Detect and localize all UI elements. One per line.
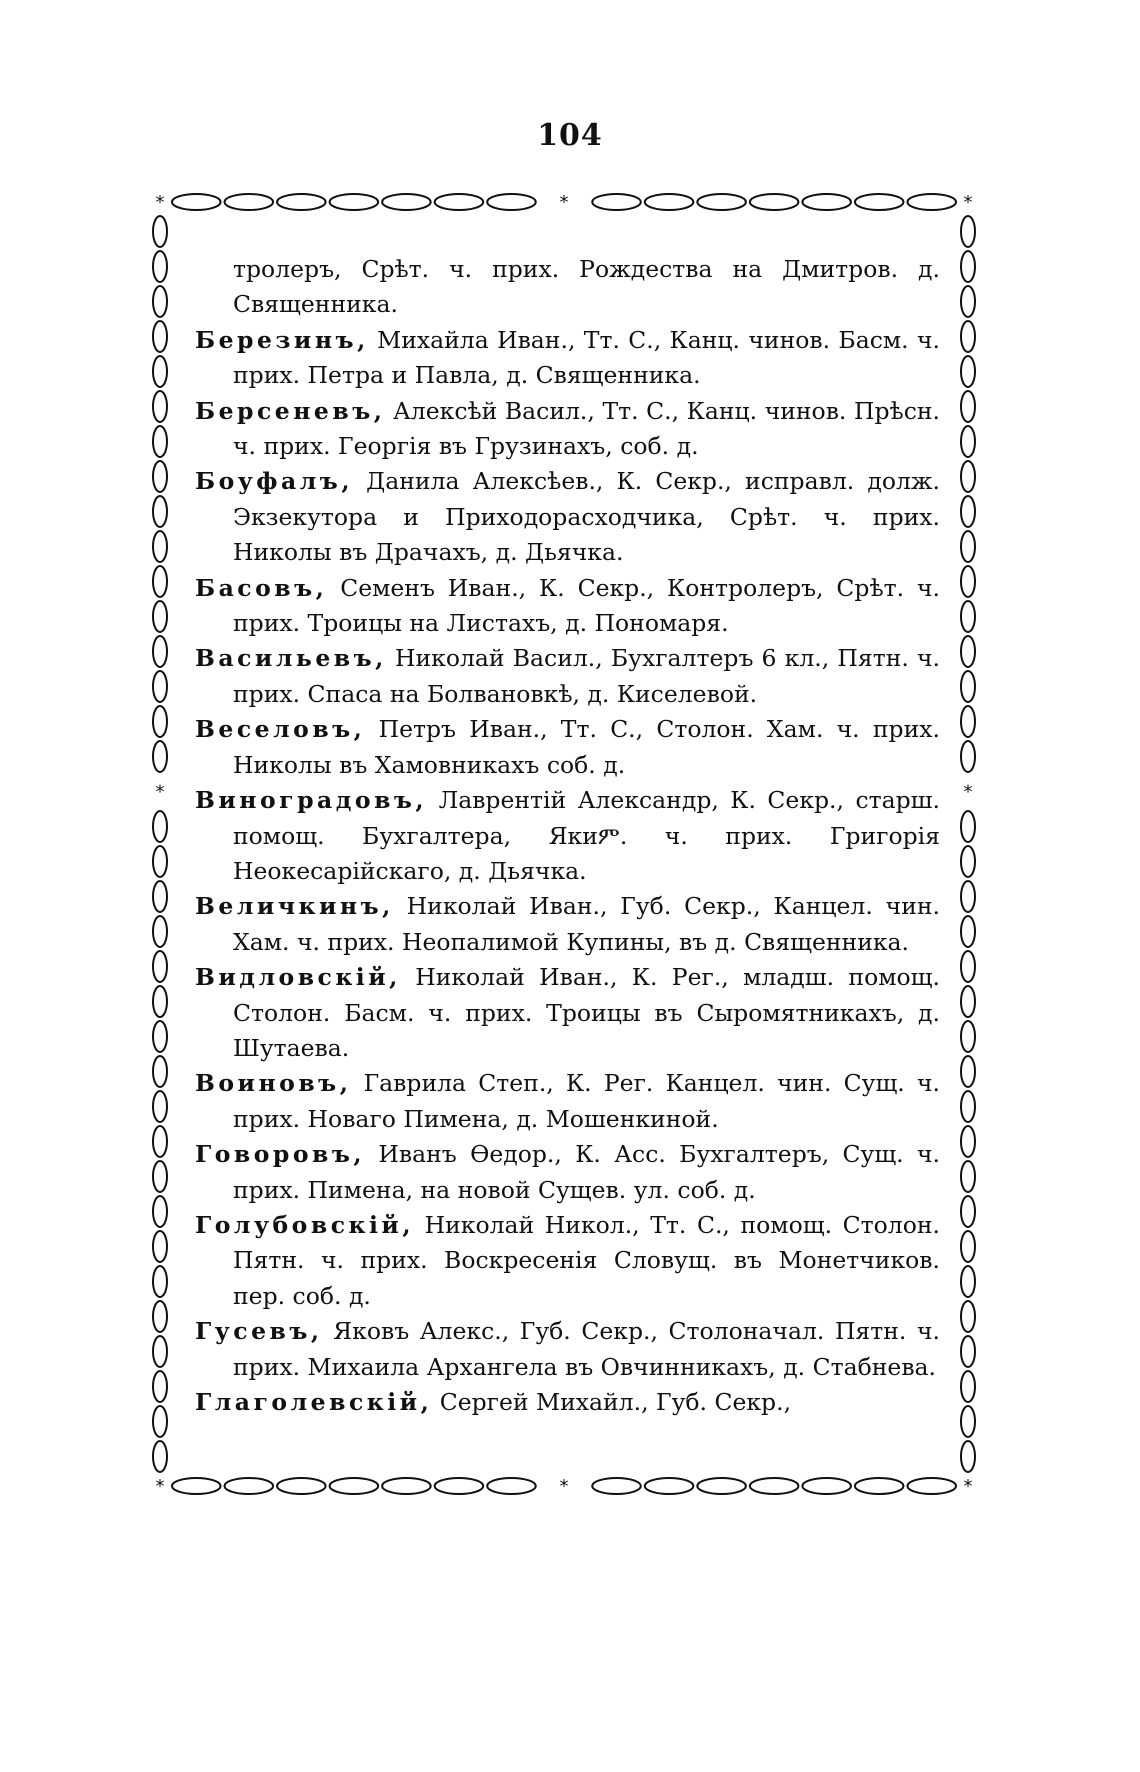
entry-surname: Виноградовъ, — [195, 786, 428, 815]
entry-text: Николай Никол., Тт. С., помощ. Столон. Пятн. ч. прих. Воскресенія Словущ. въ Монетчиков. пер. соб. д. — [233, 1210, 940, 1310]
svg-text:*: * — [963, 192, 973, 213]
entry-surname: Глаголевскій, — [195, 1388, 433, 1416]
entry-surname: Веселовъ, — [195, 715, 366, 744]
entry-text: Николай Иван., Губ. Секр., Канцел. чин. Хам. ч. прих. Неопалимой Купины, въ д. Священника. — [233, 892, 940, 956]
entry-surname: Березинъ, — [195, 325, 369, 354]
entry-text: Яковъ Алекс., Губ. Секр., Столоначал. Пятн. ч. прих. Михаила Архангела въ Овчинникахъ, д. Стабнева. — [233, 1317, 940, 1381]
list-item — [195, 252, 940, 323]
list-item — [195, 712, 940, 783]
entry-surname: Воиновъ, — [195, 1069, 352, 1098]
list-item — [195, 571, 940, 642]
list-item — [195, 889, 940, 960]
entry-surname: Гусевъ, — [195, 1317, 323, 1346]
entry-surname: Величкинъ, — [195, 892, 394, 921]
list-item — [195, 1208, 940, 1314]
svg-text:*: * — [155, 192, 165, 213]
entry-text: Семенъ Иван., К. Секр., Контролеръ, Срѣт. ч. прих. Троицы на Листахъ, д. Пономаря. — [233, 573, 940, 638]
entry-surname: Боуфалъ, — [195, 467, 353, 496]
entry-surname: Видловскій, — [195, 963, 401, 992]
entry-text: Николай Васил., Бухгалтеръ 6 кл., Пятн. ч. прих. Спаса на Болвановкѣ, д. Киселевой. — [233, 644, 940, 708]
entry-text: Михайла Иван., Тт. С., Канц. чинов. Басм. ч. прих. Петра и Павла, д. Священника. — [233, 325, 940, 390]
list-item — [195, 641, 940, 712]
list-item — [195, 394, 940, 465]
entry-text: Иванъ Ѳедор., К. Асс. Бухгалтеръ, Сущ. ч. прих. Пимена, на новой Сущев. ул. соб. д. — [233, 1140, 940, 1204]
entry-text: тролеръ, Срѣт. ч. прих. Рождества на Дмитров. д. Священника. — [233, 255, 940, 319]
list-item — [195, 464, 940, 570]
entry-text: Гаврила Степ., К. Рег. Канцел. чин. Сущ. ч. прих. Новаго Пимена, д. Мошенкиной. — [233, 1069, 940, 1133]
svg-text:*: * — [155, 1476, 165, 1497]
svg-text:*: * — [559, 1476, 569, 1497]
entry-surname: Васильевъ, — [195, 644, 387, 673]
entry-surname: Голубовскій, — [195, 1210, 415, 1239]
page-number: 104 — [537, 118, 603, 153]
list-item — [195, 1314, 940, 1385]
list-item — [195, 783, 940, 889]
list-item — [195, 1137, 940, 1208]
list-item — [195, 960, 940, 1066]
list-item — [195, 1385, 940, 1420]
entry-surname: Басовъ, — [195, 573, 328, 602]
list-item — [195, 323, 940, 394]
entry-surname: Говоровъ, — [195, 1140, 366, 1169]
svg-text:*: * — [155, 781, 165, 803]
entry-text: Алексѣй Васил., Тт. С., Канц. чинов. Прѣсн. ч. прих. Георгія въ Грузинахъ, соб. д. — [233, 396, 940, 461]
svg-text:*: * — [963, 781, 973, 803]
entry-text: Николай Иван., К. Рег., младш. помощ. Столон. Басм. ч. прих. Троицы въ Сыромятникахъ, д. Шутаева. — [233, 963, 940, 1062]
register-list — [195, 252, 940, 1420]
entry-surname: Берсеневъ, — [195, 396, 386, 425]
entry-text: Лаврентій Александр, К. Секр., старш. помощ. Бухгалтера, Якиም. ч. прих. Григорія Неокесарійскаго, д. Дьячка. — [233, 786, 940, 885]
svg-text:*: * — [963, 1476, 973, 1497]
entry-text: Данила Алексѣев., К. Секр., исправл. долж. Экзекутора и Приходорасходчика, Срѣт. ч. прих. Николы въ Драчахъ, д. Дьячка. — [233, 467, 940, 567]
entry-text: Сергей Михайл., Губ. Секр., — [432, 1388, 792, 1416]
entry-text: Петръ Иван., Тт. С., Столон. Хам. ч. прих. Николы въ Хамовникахъ соб. д. — [233, 715, 940, 779]
list-item — [195, 1066, 940, 1137]
svg-text:*: * — [559, 192, 569, 213]
